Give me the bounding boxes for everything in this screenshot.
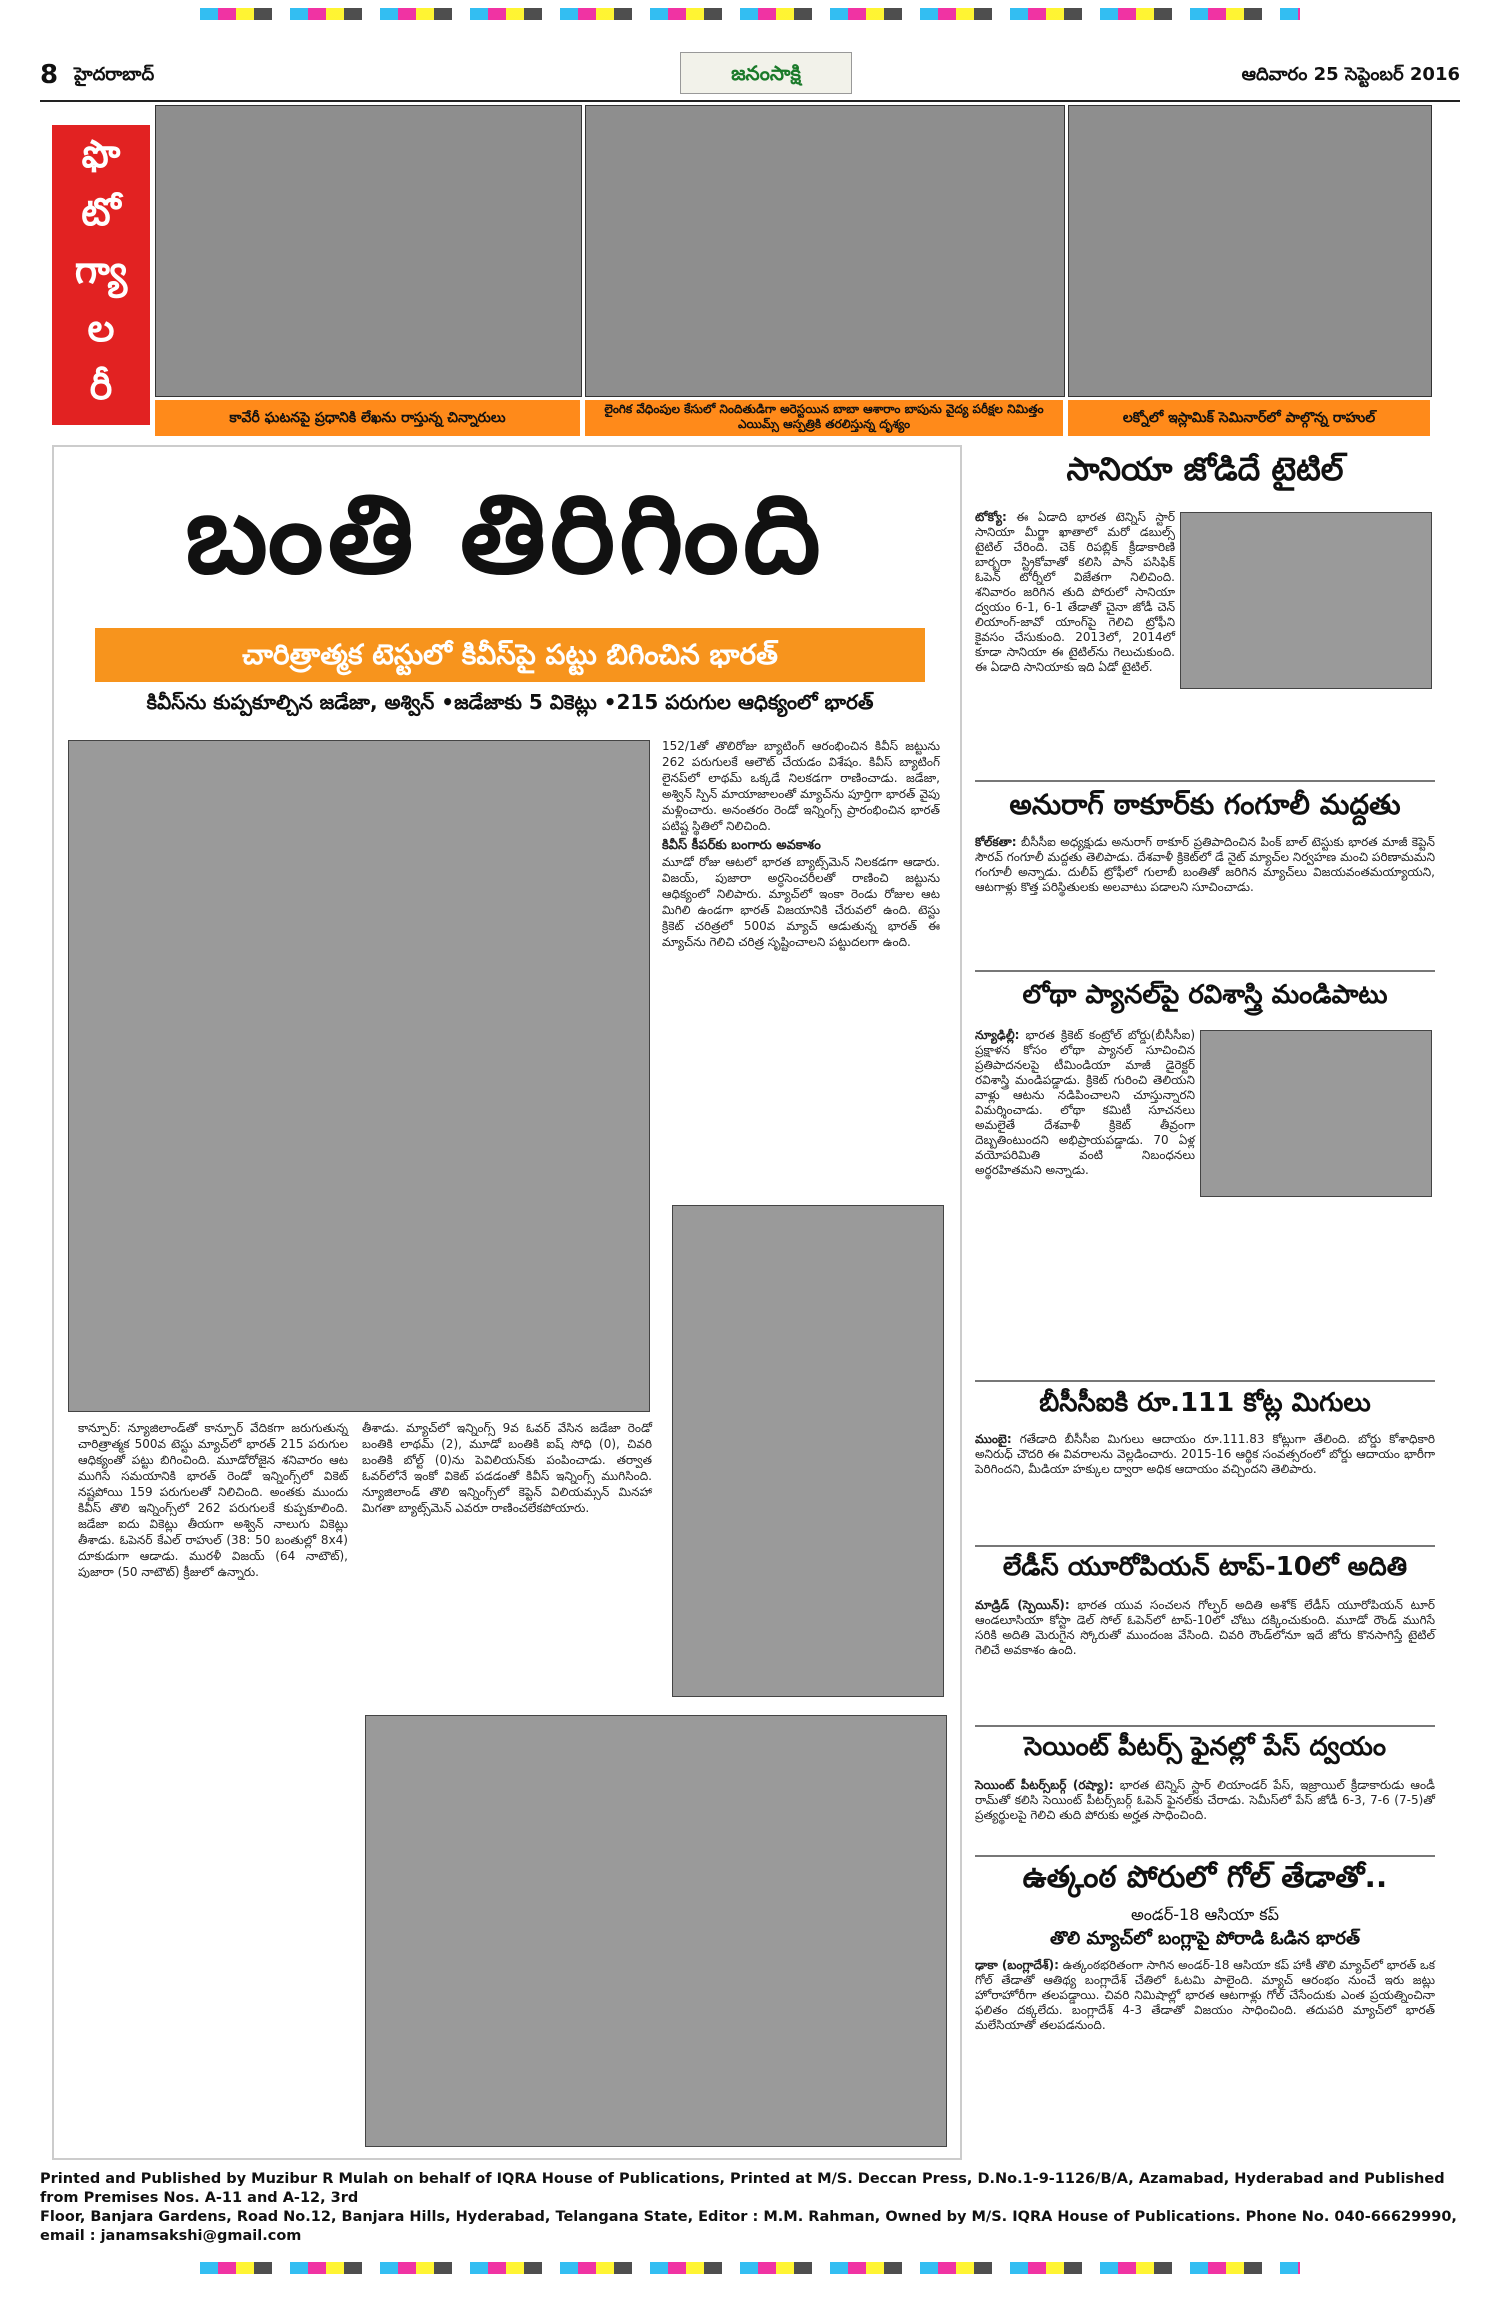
story-title-hockey: ఉత్కంఠ పోరులో గోల్ తేడాతో.. [1022, 1860, 1388, 1895]
story-subtitle: తొలి మ్యాచ్‌లో బంగ్లాపై పోరాడి ఓడిన భారత్ [1050, 1928, 1360, 1949]
story-dateline: ముంబై: [975, 1432, 1012, 1446]
masthead-logo: జనంసాక్షి [680, 52, 852, 94]
lead-photo-celebration [365, 1715, 947, 2147]
story-body-paes [975, 1778, 1435, 1823]
right-column [975, 450, 1435, 2160]
gallery-photo-asaram [585, 105, 1065, 397]
story-dateline: టోక్యో: [975, 510, 1007, 524]
gallery-photo-students [155, 105, 582, 397]
story-dateline: న్యూఢిల్లీ: [975, 1028, 1020, 1042]
gallery-label-char: రీ [89, 364, 113, 408]
imprint-line: Printed and Published by Muzibur R Mulah on behalf of IQRA House of Publications, Printed at M/S. Deccan Press, D.No.1-9-1126/B/A, Azamabad, Hyderabad and Published from Premises Nos. A-11 and A-12, 3rd [40, 2171, 1445, 2206]
lead-column-top [662, 738, 940, 950]
story-title-anurag: అనురాగ్ ఠాకూర్‌కు గంగూలీ మద్దతు [1009, 788, 1401, 821]
story-text: భారత టెన్నిస్ స్టార్ లియాండర్ పేస్, ఇజ్రాయిల్ క్రీడాకారుడు ఆండీ రామ్‌తో కలిసి సెయింట్ పీటర్స్‌బర్గ్ ఓపెన్ ఫైనల్‌కు చేరాడు. సెమీస్‌లో పేస్ జోడీ 6-3, 7-6 (7-5)తో ప్రత్యర్థులపై గెలిచి తుది పోరుకు అర్హత సాధించింది. [975, 1778, 1435, 1822]
story-body-anurag [975, 835, 1435, 895]
divider [975, 970, 1435, 972]
lead-paragraph: తీశాడు. మ్యాచ్‌లో ఇన్నింగ్స్ 9వ ఓవర్ వేసిన జడేజా రెండో బంతికి లాథమ్ (2), మూడో బంతికి ఐష్ సోధి (0), చివరి బంతికి బోల్ట్ (0)ను పెవిలియన్‌కు పంపించాడు. తర్వాత ఓవర్‌లోనే ఇంకో వికెట్ పడడంతో కివీస్ ఇన్నింగ్స్ ముగిసింది. న్యూజిలాండ్ తొలి ఇన్నింగ్స్‌లో కెప్టెన్ విలియమ్సన్ మినహా మిగతా బ్యాట్స్‌మెన్ ఎవరూ రాణించలేకపోయారు. [362, 1421, 652, 1515]
lead-paragraph: 152/1తో తొలిరోజు బ్యాటింగ్ ఆరంభించిన కివీస్ జట్టును 262 పరుగులకే ఆలౌట్ చేయడం విశేషం. కివీస్ బ్యాటింగ్ లైనప్‌లో లాథమ్ ఒక్కడే నిలకడగా రాణించాడు. జడేజా, అశ్విన్ స్పిన్ మాయాజాలంతో మ్యాచ్‌ను పూర్తిగా భారత్ వైపు మళ్లించారు. అనంతరం రెండో ఇన్నింగ్స్ ప్రారంభించిన భారత్ పటిష్ట స్థితిలో నిలిచింది. [662, 739, 940, 833]
story-title-paes: సెయింట్ పీటర్స్ ఫైనల్లో పేస్ ద్వయం [1023, 1732, 1387, 1762]
lead-paragraph: కాన్పూర్: న్యూజిలాండ్‌తో కాన్పూర్ వేదికగా జరుగుతున్న చారిత్రాత్మక 500వ టెస్టు మ్యాచ్‌లో భారత్ 215 పరుగుల ఆధిక్యంతో పట్టు బిగించింది. మూడోరోజైన శనివారం ఆట ముగిసే సమయానికి భారత్ రెండో ఇన్నింగ్స్‌లో వికెట్ నష్టపోయి 159 పరుగులతో నిలిచింది. అంతకు ముందు కివీస్ తొలి ఇన్నింగ్స్‌లో 262 పరుగులకే కుప్పకూలింది. జడేజా ఐదు వికెట్లు తీయగా అశ్విన్ నాలుగు వికెట్లు తీశాడు. ఓపెనర్ కేఎల్ రాహుల్ (38: 50 బంతుల్లో 8x4) దూకుడుగా ఆడాడు. మురళీ విజయ్ (64 నాటౌట్), పుజారా (50 నాటౌట్) క్రీజులో ఉన్నారు. [78, 1421, 348, 1579]
lead-bullets: కివీస్‌ను కుప్పకూల్చిన జడేజా, అశ్విన్ •జడేజాకు 5 వికెట్లు •215 పరుగుల ఆధిక్యంలో భారత్ [146, 690, 874, 714]
page-number: 8 [40, 60, 59, 90]
divider [975, 1725, 1435, 1727]
page-header [40, 50, 1460, 102]
lead-paragraph: మూడో రోజు ఆటలో భారత బ్యాట్స్‌మెన్ నిలకడగా ఆడారు. విజయ్, పుజారా అర్ధసెంచరీలతో రాణించి జట్టును ఆధిక్యంలో నిలిపారు. మ్యాచ్‌లో ఇంకా రెండు రోజుల ఆట మిగిలి ఉండగా భారత్ విజయానికి చేరువలో ఉంది. టెస్టు క్రికెట్ చరిత్రలో 500వ మ్యాచ్ ఆడుతున్న భారత్ ఈ మ్యాచ్‌ను గెలిచి చరిత్ర సృష్టించాలని పట్టుదలగా ఉంది. [662, 855, 940, 949]
registration-bar-bottom [200, 2262, 1300, 2274]
story-dateline: సెయింట్ పీటర్స్‌బర్గ్ (రష్యా): [975, 1778, 1114, 1792]
story-text: ఈ ఏడాది భారత టెన్నిస్ స్టార్ సానియా మీర్జా ఖాతాలో మరో డబుల్స్ టైటిల్ చేరింది. చెక్ రిపబ్లిక్ క్రీడాకారిణి బార్బరా స్ట్రికోవాతో కలిసి పాన్ పసిఫిక్ ఓపెన్ టోర్నీలో విజేతగా నిలిచింది. శనివారం జరిగిన తుది పోరులో సానియా ద్వయం 6-1, 6-1 తేడాతో చైనా జోడీ చెన్ లియాంగ్-జావో యాంగ్‌పై గెలిచి ట్రోఫీని కైవసం చేసుకుంది. 2013లో, 2014లో కూడా సానియా ఈ టైటిల్‌ను గెలుచుకుంది. ఈ ఏడాది సానియాకు ఇది ఏడో టైటిల్. [975, 510, 1175, 674]
lead-column-right [362, 1420, 652, 1516]
story-title-sania: సానియా జోడిదే టైటిల్ [1066, 450, 1344, 488]
story-photo-sania [1180, 512, 1432, 689]
story-body-aditi [975, 1598, 1435, 1658]
story-body-shastri [975, 1028, 1195, 1178]
story-text: గతేడాది బీసీసీఐ మిగులు ఆదాయం రూ.111.83 కోట్లుగా తేలింది. బోర్డు కోశాధికారి అనిరుధ్ చౌదరి ఈ వివరాలను వెల్లడించారు. 2015-16 ఆర్థిక సంవత్సరంలో బోర్డు ఆదాయం భారీగా పెరిగిందని, మీడియా హక్కుల ద్వారా అధిక ఆదాయం వచ్చిందని తెలిపారు. [975, 1432, 1435, 1476]
divider [975, 1380, 1435, 1382]
story-photo-shastri [1200, 1030, 1432, 1197]
story-text: భారత క్రికెట్ కంట్రోల్ బోర్డు(బీసీసీఐ) ప్రక్షాళన కోసం లోథా ప్యానల్ సూచించిన ప్రతిపాదనలపై టీమిండియా మాజీ డైరెక్టర్ రవిశాస్త్రి మండిపడ్డాడు. క్రికెట్ గురించి తెలియని వాళ్లు ఆటను నడిపించాలని చూస్తున్నారని విమర్శించాడు. లోథా కమిటీ సూచనలు అమలైతే దేశవాళీ క్రికెట్ తీవ్రంగా దెబ్బతింటుందని అభిప్రాయపడ్డాడు. 70 ఏళ్ల వయోపరిమితి వంటి నిబంధనలు అర్థరహితమని అన్నాడు. [975, 1028, 1195, 1177]
story-dateline: ఢాకా (బంగ్లాదేశ్): [975, 1958, 1059, 1972]
story-body-sania [975, 510, 1175, 675]
story-body-hockey [975, 1958, 1435, 2033]
imprint-footer [40, 2170, 1460, 2246]
lead-headline: బంతి తిరిగింది [185, 470, 825, 598]
story-dateline: మాడ్రిడ్ (స్పెయిన్): [975, 1598, 1070, 1612]
gallery-caption: కావేరీ ఘటనపై ప్రధానికి లేఖను రాస్తున్న చిన్నారులు [155, 400, 580, 436]
gallery-label-char: టో [81, 190, 121, 234]
story-title-bcci: బీసీసీఐకి రూ.111 కోట్ల మిగులు [1039, 1388, 1371, 1418]
gallery-label-char: గ్యా [74, 248, 128, 292]
lead-subheading: కివీస్ కీపర్‌కు బంగారు అవకాశం [662, 838, 821, 853]
story-dateline: కోల్‌కతా: [975, 835, 1017, 849]
story-kicker: అండర్-18 ఆసియా కప్ [1131, 1905, 1279, 1924]
story-text: భారత యువ సంచలన గోల్ఫర్ అదితి అశోక్ లేడీస్ యూరోపియన్ టూర్ ఆండలూసియా కోస్టా డెల్ సోల్ ఓపెన్‌లో టాప్-10లో చోటు దక్కించుకుంది. మూడో రౌండ్ ముగిసే సరికి అదితి మెరుగైన స్కోరుతో ముందంజ వేసింది. చివరి రౌండ్‌లోనూ ఇదే జోరు కొనసాగిస్తే టైటిల్ గెలిచే అవకాశం ఉంది. [975, 1598, 1435, 1657]
story-body-bcci [975, 1432, 1435, 1477]
divider [975, 780, 1435, 782]
divider [975, 1545, 1435, 1547]
gallery-caption: లక్నోలో ఇస్లామిక్ సెమినార్‌లో పాల్గొన్న రాహుల్ [1068, 400, 1430, 436]
story-text: బీసీసీఐ అధ్యక్షుడు అనురాగ్ ఠాకూర్ ప్రతిపాదించిన పింక్ బాల్ టెస్టుకు భారత మాజీ కెప్టెన్ సౌరవ్ గంగూలీ మద్దతు తెలిపాడు. దేశవాళీ క్రికెట్‌లో డే నైట్ మ్యాచ్‌ల నిర్వహణ మంచి పరిణామమని గంగూలీ అన్నాడు. దులీప్ ట్రోఫీలో గులాబీ బంతితో జరిగిన మ్యాచ్‌లు విజయవంతమయ్యాయని, ఆటగాళ్లు కొత్త పరిస్థితులకు అలవాటు పడాలని సూచించాడు. [975, 835, 1435, 894]
imprint-line: Floor, Banjara Gardens, Road No.12, Banjara Hills, Hyderabad, Telangana State, Editor : M.M. Rahman, Owned by M/S. IQRA House of Publications. Phone No. 040-66629990, email : janamsakshi@gmail.com [40, 2209, 1457, 2244]
city-label: హైదరాబాద్ [74, 64, 155, 85]
story-title-aditi: లేడీస్ యూరోపియన్ టాప్-10లో అదితి [1002, 1552, 1408, 1582]
divider [975, 1855, 1435, 1857]
story-title-shastri: లోథా ప్యానల్‌పై రవిశాస్త్రి మండిపాటు [1022, 980, 1388, 1010]
gallery-caption: లైంగిక వేధింపుల కేసులో నిందితుడిగా అరెస్టయిన బాబా ఆశారాం బాపును వైద్య పరీక్షల నిమిత్తం ఎయిమ్స్ ఆస్పత్రికి తరలిస్తున్న దృశ్యం [585, 400, 1063, 436]
gallery-label-char: ఫొ [81, 132, 121, 176]
registration-bar-top [0, 8, 1500, 22]
issue-date: ఆదివారం 25 సెప్టెంబర్ 2016 [1241, 64, 1460, 85]
story-text: ఉత్కంఠభరితంగా సాగిన అండర్-18 ఆసియా కప్ హాకీ తొలి మ్యాచ్‌లో భారత్ ఒక గోల్ తేడాతో ఆతిథ్య బంగ్లాదేశ్ చేతిలో ఓటమి పాలైంది. మ్యాచ్ ఆరంభం నుంచే ఇరు జట్లు హోరాహోరీగా తలపడ్డాయి. చివరి నిమిషాల్లో భారత ఆటగాళ్లు గోల్ చేసేందుకు ఎంత ప్రయత్నించినా ఫలితం దక్కలేదు. బంగ్లాదేశ్ 4-3 తేడాతో విజయం సాధించింది. తదుపరి మ్యాచ్‌లో భారత్ మలేసియాతో తలపడనుంది. [975, 1958, 1435, 2032]
gallery-photo-rahul [1068, 105, 1432, 397]
photo-gallery-label [52, 125, 150, 425]
lead-column-left [78, 1420, 348, 1580]
lead-photo-batting [672, 1205, 944, 1697]
lead-photo-batsmen [68, 740, 650, 1412]
lead-sub-banner: చారిత్రాత్మక టెస్టులో కివీస్‌పై పట్టు బిగించిన భారత్ [95, 628, 925, 682]
gallery-label-char: ల [87, 306, 115, 350]
